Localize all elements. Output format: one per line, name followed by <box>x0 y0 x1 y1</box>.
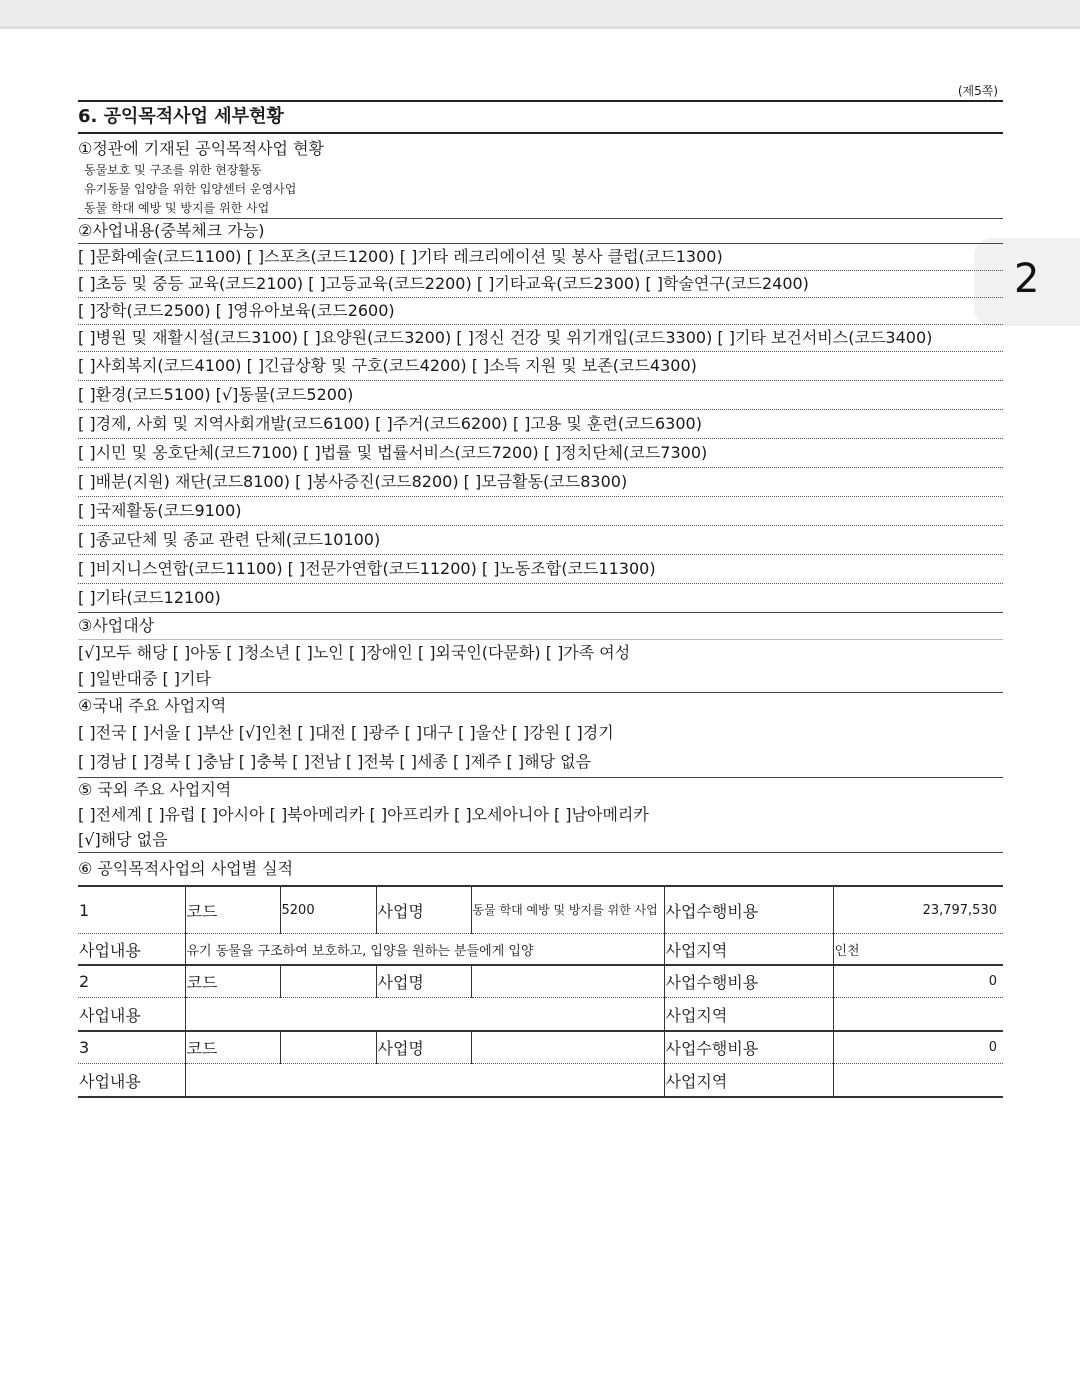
overseas-region-section <box>78 778 1003 853</box>
region-value <box>833 1064 1003 1098</box>
name-label: 사업명 <box>376 886 471 934</box>
name-value <box>471 1031 664 1064</box>
cost-value: 0 <box>833 965 1003 998</box>
region-value <box>833 998 1003 1032</box>
business-code-row: [ ]환경(코드5100) [√]동물(코드5200) <box>78 381 1003 410</box>
domestic-region-row: [ ]경남 [ ]경북 [ ]충남 [ ]충북 [ ]전남 [ ]전북 [ ]세종 [ ]제주 [ ]해당 없음 <box>78 752 592 771</box>
code-value <box>280 965 376 998</box>
name-value: 동물 학대 예방 및 방지를 위한 사업 <box>471 886 664 934</box>
target-heading: ③사업대상 <box>78 613 1003 640</box>
domestic-region-row: [ ]전국 [ ]서울 [ ]부산 [√]인천 [ ]대전 [ ]광주 [ ]대구 [ ]울산 [ ]강원 [ ]경기 <box>78 723 614 742</box>
page-indicator-number: 2 <box>1014 256 1040 302</box>
performance-heading: ⑥ 공익목적사업의 사업별 실적 <box>78 859 294 878</box>
top-divider <box>0 26 1080 29</box>
business-code-row: [ ]병원 및 재활시설(코드3100) [ ]요양원(코드3200) [ ]정신 건강 및 위기개입(코드3300) [ ]기타 보건서비스(코드3400) <box>78 325 1003 352</box>
cost-label: 사업수행비용 <box>664 886 833 934</box>
charter-project-item: 동물보호 및 구조를 위한 현장활동 <box>84 163 262 177</box>
name-label: 사업명 <box>376 1031 471 1064</box>
table-row <box>78 934 1003 966</box>
entry-number: 1 <box>78 886 185 934</box>
business-code-row: [ ]기타(코드12100) <box>78 588 221 607</box>
business-code-row: [ ]사회복지(코드4100) [ ]긴급상황 및 구호(코드4200) [ ]소득 지원 및 보존(코드4300) <box>78 352 1003 381</box>
charter-projects-section <box>78 134 1003 219</box>
cost-label: 사업수행비용 <box>664 1031 833 1064</box>
content-value: 유기 동물을 구조하여 보호하고, 입양을 원하는 분들에게 입양 <box>185 934 664 966</box>
business-code-row: [ ]배분(지원) 재단(코드8100) [ ]봉사증진(코드8200) [ ]모금활동(코드8300) <box>78 468 1003 497</box>
table-row <box>78 886 1003 934</box>
charter-project-item: 동물 학대 예방 및 방지를 위한 사업 <box>84 201 270 215</box>
target-row: [√]모두 해당 [ ]아동 [ ]청소년 [ ]노인 [ ]장애인 [ ]외국인(다문화) [ ]가족 여성 <box>78 643 631 662</box>
table-row <box>78 1031 1003 1064</box>
performance-table <box>78 885 1003 1098</box>
entry-number: 3 <box>78 1031 185 1064</box>
business-content-heading: ②사업내용(중복체크 가능) <box>78 219 1003 244</box>
region-value: 인천 <box>833 934 1003 966</box>
target-section <box>78 613 1003 693</box>
business-code-row: [ ]국제활동(코드9100) <box>78 497 1003 526</box>
name-value <box>471 965 664 998</box>
business-code-row: [ ]장학(코드2500) [ ]영유아보육(코드2600) <box>78 298 1003 325</box>
business-code-row: [ ]문화예술(코드1100) [ ]스포츠(코드1200) [ ]기타 레크리에이션 및 봉사 클럽(코드1300) <box>78 244 1003 271</box>
section-title: 6. 공익목적사업 세부현황 <box>78 100 1003 134</box>
overseas-region-heading: ⑤ 국외 주요 사업지역 <box>78 780 232 799</box>
code-value: 5200 <box>280 886 376 934</box>
content-label: 사업내용 <box>78 1064 185 1098</box>
business-content-section <box>78 219 1003 613</box>
target-row: [ ]일반대중 [ ]기타 <box>78 669 211 688</box>
cost-label: 사업수행비용 <box>664 965 833 998</box>
business-code-row: [ ]종교단체 및 종교 관련 단체(코드10100) <box>78 526 1003 555</box>
code-label: 코드 <box>185 965 280 998</box>
page-label: (제5쪽) <box>957 84 998 98</box>
charter-project-item: 유기동물 입양을 위한 입양센터 운영사업 <box>84 182 297 196</box>
cost-value: 23,797,530 <box>833 886 1003 934</box>
cost-value: 0 <box>833 1031 1003 1064</box>
overseas-region-row: [√]해당 없음 <box>78 830 168 849</box>
business-code-row: [ ]초등 및 중등 교육(코드2100) [ ]고등교육(코드2200) [ ]기타교육(코드2300) [ ]학술연구(코드2400) <box>78 271 1003 298</box>
performance-section <box>78 853 1003 1098</box>
table-row <box>78 965 1003 998</box>
business-code-row: [ ]경제, 사회 및 지역사회개발(코드6100) [ ]주거(코드6200) [ ]고용 및 훈련(코드6300) <box>78 410 1003 439</box>
business-code-row: [ ]시민 및 옹호단체(코드7100) [ ]법률 및 법률서비스(코드7200) [ ]정치단체(코드7300) <box>78 439 1003 468</box>
top-status-bar <box>0 0 1080 26</box>
name-label: 사업명 <box>376 965 471 998</box>
entry-number: 2 <box>78 965 185 998</box>
business-code-row: [ ]비지니스연합(코드11100) [ ]전문가연합(코드11200) [ ]노동조합(코드11300) <box>78 555 1003 584</box>
table-row <box>78 998 1003 1032</box>
code-value <box>280 1031 376 1064</box>
overseas-region-row: [ ]전세계 [ ]유럽 [ ]아시아 [ ]북아메리카 [ ]아프리카 [ ]오세아니아 [ ]남아메리카 <box>78 805 649 824</box>
domestic-region-heading: ④국내 주요 사업지역 <box>78 696 227 715</box>
code-label: 코드 <box>185 1031 280 1064</box>
content-value <box>185 998 664 1032</box>
region-label: 사업지역 <box>664 998 833 1032</box>
domestic-region-section <box>78 693 1003 778</box>
region-label: 사업지역 <box>664 1064 833 1098</box>
table-row <box>78 1064 1003 1098</box>
charter-projects-heading: ①정관에 기재된 공익목적사업 현황 <box>78 139 324 158</box>
code-label: 코드 <box>185 886 280 934</box>
document-body <box>78 100 1003 1098</box>
content-label: 사업내용 <box>79 940 141 960</box>
content-label: 사업내용 <box>78 998 185 1032</box>
region-label: 사업지역 <box>664 934 833 966</box>
content-value <box>185 1064 664 1098</box>
